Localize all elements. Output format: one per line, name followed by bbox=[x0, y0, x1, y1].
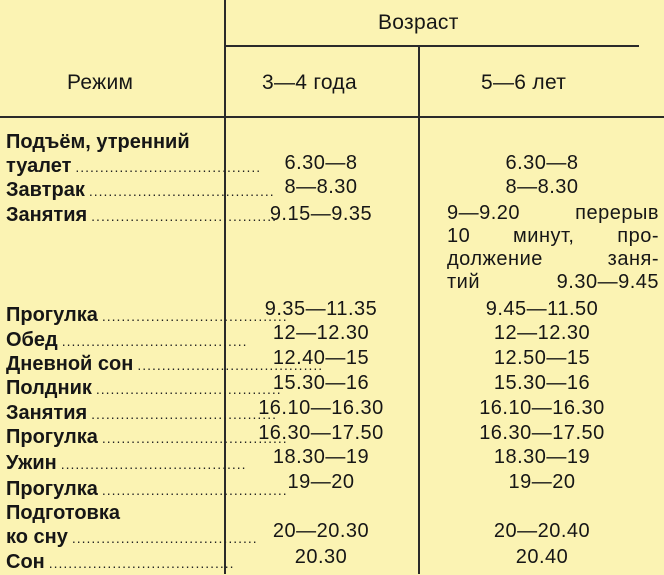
header-col-5-6-years: 5—6 лет bbox=[481, 71, 567, 94]
cell-lessons-afternoon-5-6: 16.10—16.30 bbox=[479, 397, 605, 419]
row-label-breakfast: Завтрак ...................................... bbox=[6, 179, 275, 201]
cell-dinner-5-6: 18.30—19 bbox=[493, 446, 591, 468]
header-regime: Режим bbox=[67, 71, 134, 94]
cell-breakfast-3-4: 8—8.30 bbox=[284, 176, 358, 198]
cell-lunch-3-4: 12—12.30 bbox=[272, 322, 370, 344]
cell-walk-morning-3-4: 9.35—11.35 bbox=[264, 298, 378, 320]
cell-snack-3-4: 15.30—16 bbox=[272, 372, 370, 394]
cell-walk-evening-3-4: 19—20 bbox=[287, 471, 355, 493]
row-label-lessons-morning: Занятия ...................................... bbox=[6, 204, 277, 226]
cell-lessons-morning-3-4: 9.15—9.35 bbox=[269, 203, 373, 225]
cell-walk-afternoon-5-6: 16.30—17.50 bbox=[479, 422, 605, 444]
row-label-lunch: Обед ...................................... bbox=[6, 329, 248, 351]
cell-wakeup-5-6: 6.30—8 bbox=[505, 152, 579, 174]
row-label-walk-morning: Прогулка ...................................... bbox=[6, 304, 288, 326]
cell-lunch-5-6: 12—12.30 bbox=[493, 322, 591, 344]
cell-dinner-3-4: 18.30—19 bbox=[272, 446, 370, 468]
cell-nap-3-4: 12.40—15 bbox=[272, 347, 370, 369]
row-label-lessons-afternoon: Занятия ...................................... bbox=[6, 402, 277, 424]
header-col-3-4-years: 3—4 года bbox=[262, 71, 357, 94]
row-label-sleep: Сон ...................................... bbox=[6, 551, 235, 573]
cell-walk-morning-5-6: 9.45—11.50 bbox=[485, 298, 599, 320]
row-label-wakeup: Подъём, утренний туалет ...................................... bbox=[6, 131, 262, 177]
cell-lessons-afternoon-3-4: 16.10—16.30 bbox=[258, 397, 384, 419]
row-label-walk-afternoon: Прогулка ...................................... bbox=[6, 426, 288, 448]
cell-nap-5-6: 12.50—15 bbox=[493, 347, 591, 369]
cell-bedtime-prep-3-4: 20—20.30 bbox=[272, 520, 370, 542]
cell-breakfast-5-6: 8—8.30 bbox=[505, 176, 579, 198]
cell-walk-afternoon-3-4: 16.30—17.50 bbox=[258, 422, 384, 444]
row-label-walk-evening: Прогулка ...................................... bbox=[6, 478, 288, 500]
row-label-nap: Дневной сон ...................................... bbox=[6, 353, 324, 375]
header-bottom-rule bbox=[0, 116, 664, 118]
cell-sleep-3-4: 20.30 bbox=[294, 546, 348, 568]
cell-wakeup-3-4: 6.30—8 bbox=[284, 152, 358, 174]
header-group-underline bbox=[224, 45, 639, 47]
header-age-group: Возраст bbox=[378, 11, 459, 34]
row-label-afternoon-snack: Полдник ...................................... bbox=[6, 377, 282, 399]
cell-walk-evening-5-6: 19—20 bbox=[508, 471, 576, 493]
cell-sleep-5-6: 20.40 bbox=[515, 546, 569, 568]
cell-lessons-morning-5-6: 9—9.20 перерыв 10 минут, про- должение заня- тий 9.30—9.45 bbox=[447, 202, 659, 293]
row-label-bedtime-prep: Подготовка ко сну ...................................... bbox=[6, 502, 258, 548]
cell-snack-5-6: 15.30—16 bbox=[493, 372, 591, 394]
row-label-dinner: Ужин ...................................... bbox=[6, 452, 247, 474]
cell-bedtime-prep-5-6: 20—20.40 bbox=[493, 520, 591, 542]
